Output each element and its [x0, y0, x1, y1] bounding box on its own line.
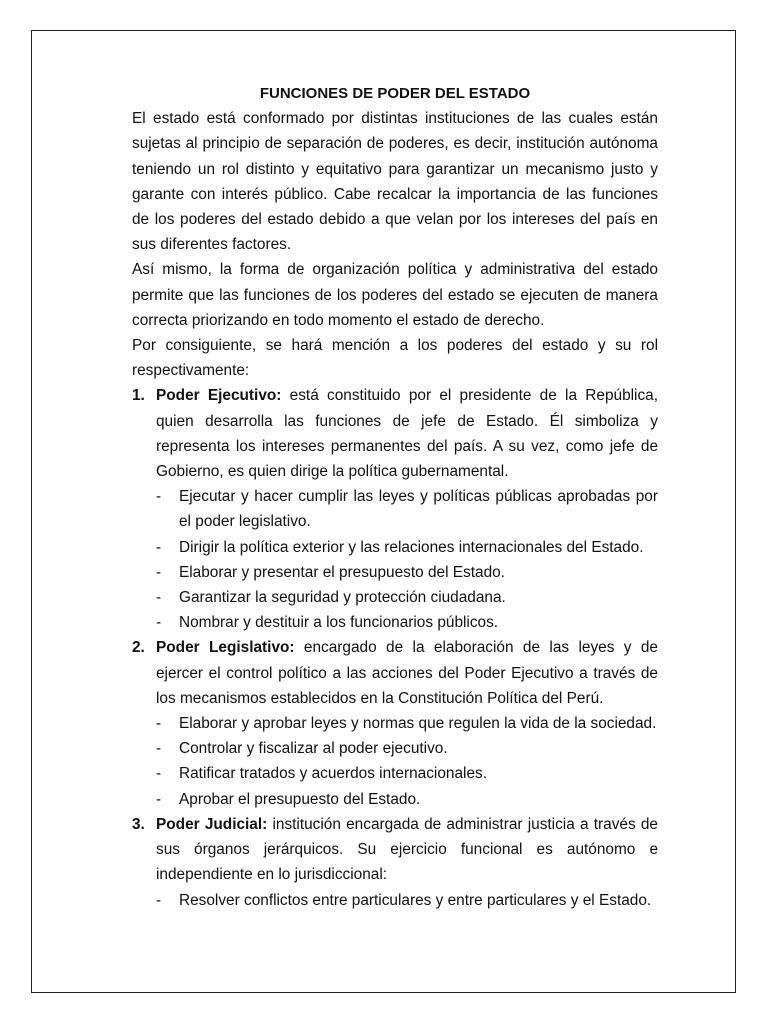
function-text: Ratificar tratados y acuerdos internacionales.	[179, 765, 487, 783]
list-number: 2.	[132, 639, 145, 657]
function-item	[156, 610, 658, 635]
function-text: Elaborar y aprobar leyes y normas que regulen la vida de la sociedad.	[179, 715, 657, 733]
paragraph-organization: Así mismo, la forma de organización política y administrativa del estado permite que las funciones de los poderes del estado se ejecuten de manera correcta priorizando en todo momento el estado de derecho.	[132, 261, 658, 329]
functions-list	[156, 888, 658, 913]
powers-list	[132, 383, 658, 912]
dash-bullet: -	[156, 488, 162, 506]
power-description-text: institución encargada de administrar justicia a través de sus órganos jerárquicos. Su ejercicio funcional es autónomo e independiente en lo jurisdiccional:	[156, 815, 658, 884]
power-item-legislativo	[132, 635, 658, 811]
function-text: Garantizar la seguridad y protección ciudadana.	[179, 589, 506, 607]
function-text: Controlar y fiscalizar al poder ejecutivo.	[179, 740, 448, 758]
dash-bullet: -	[156, 790, 162, 808]
document-title: FUNCIONES DE PODER DEL ESTADO	[259, 85, 531, 102]
dash-bullet: -	[156, 740, 162, 758]
functions-list	[156, 711, 658, 812]
power-item-ejecutivo	[132, 383, 658, 635]
function-text: Dirigir la política exterior y las relaciones internacionales del Estado.	[179, 538, 644, 556]
power-name: Poder Legislativo:	[156, 639, 295, 657]
power-description-text: encargado de la elaboración de las leyes y de ejercer el control político a las acciones del Poder Ejecutivo a través de los mecanismos establecidos en la Constitución Política del Perú.	[156, 639, 658, 707]
function-item	[156, 888, 658, 913]
power-item-judicial	[132, 812, 658, 913]
dash-bullet: -	[156, 614, 162, 632]
function-text: Ejecutar y hacer cumplir las leyes y políticas públicas aprobadas por el poder legislativo.	[179, 488, 658, 531]
paragraph-transition: Por consiguiente, se hará mención a los poderes del estado y su rol respectivamente:	[132, 337, 658, 380]
dash-bullet: -	[156, 563, 162, 581]
list-number: 1.	[132, 387, 145, 405]
power-name: Poder Judicial:	[156, 815, 268, 833]
function-text: Resolver conflictos entre particulares y entre particulares y el Estado.	[179, 891, 652, 909]
dash-bullet: -	[156, 891, 162, 909]
function-item	[156, 711, 658, 736]
function-item	[156, 761, 658, 786]
power-description	[156, 812, 658, 888]
dash-bullet: -	[156, 589, 162, 607]
function-item	[156, 585, 658, 610]
function-item	[156, 484, 658, 534]
functions-list	[156, 484, 658, 635]
document-body	[132, 81, 658, 913]
function-item	[156, 787, 658, 812]
function-text: Elaborar y presentar el presupuesto del Estado.	[179, 563, 505, 581]
function-text: Aprobar el presupuesto del Estado.	[179, 790, 421, 808]
function-item	[156, 736, 658, 761]
list-number: 3.	[132, 815, 145, 833]
paragraph-intro: El estado está conformado por distintas instituciones de las cuales están sujetas al principio de separación de poderes, es decir, institución autónoma teniendo un rol distinto y equitativo para garantizar un mecanismo justo y garante con interés público. Cabe recalcar la importancia de las funciones de los poderes del estado debido a que velan por los intereses del país en sus diferentes factores.	[132, 110, 658, 254]
function-item	[156, 535, 658, 560]
dash-bullet: -	[156, 715, 162, 733]
power-description	[156, 635, 658, 711]
power-description	[156, 383, 658, 484]
power-name: Poder Ejecutivo:	[156, 387, 282, 405]
function-item	[156, 560, 658, 585]
power-description-text: está constituido por el presidente de la República, quien desarrolla las funciones de jefe de Estado. Él simboliza y representa los intereses permanentes del país. A su vez, como jefe de Gobierno, es quien dirige la política gubernamental.	[156, 387, 658, 481]
function-text: Nombrar y destituir a los funcionarios públicos.	[179, 614, 499, 632]
dash-bullet: -	[156, 765, 162, 783]
dash-bullet: -	[156, 538, 162, 556]
